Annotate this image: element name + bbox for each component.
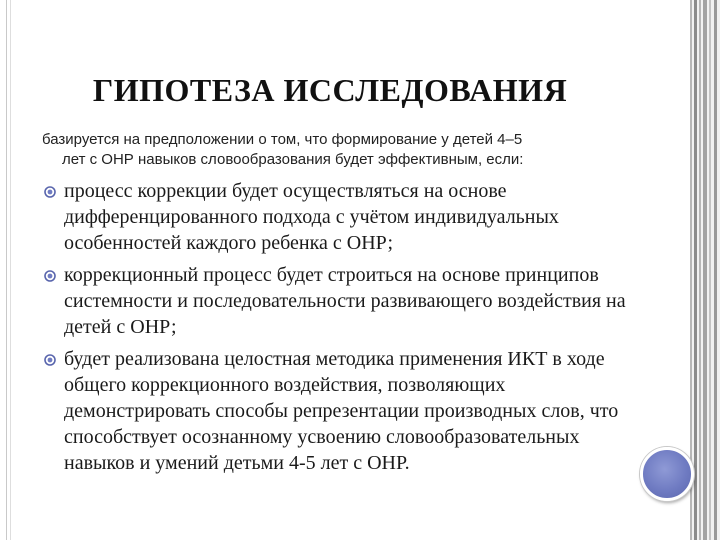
band-stripe bbox=[709, 0, 711, 540]
slide-title: ГИПОТЕЗА ИССЛЕДОВАНИЯ bbox=[92, 72, 568, 108]
circle-bullet-icon bbox=[44, 354, 56, 366]
band-stripe bbox=[690, 0, 692, 540]
bullet-item bbox=[42, 346, 642, 476]
intro-line-2: лет с ОНР навыков словообразования будет эффективным, если: bbox=[62, 151, 524, 168]
circle-bullet-icon bbox=[44, 186, 56, 198]
right-decorative-band bbox=[690, 0, 720, 540]
circle-bullet-icon bbox=[44, 270, 56, 282]
intro-text bbox=[42, 130, 632, 170]
bullet-item bbox=[42, 262, 642, 340]
band-stripe bbox=[694, 0, 697, 540]
decorative-circle bbox=[640, 447, 694, 501]
band-stripe bbox=[714, 0, 717, 540]
bullet-text: коррекционный процесс будет строиться на основе принципов системности и последовательности развивающего воздействия на детей с ОНР; bbox=[64, 264, 626, 338]
bullet-item bbox=[42, 178, 642, 256]
band-stripe bbox=[699, 0, 701, 540]
bullet-list bbox=[42, 178, 642, 482]
bullet-text: процесс коррекции будет осуществляться на основе дифференцированного подхода с учётом индивидуальных особенностей каждого ребенка с ОНР; bbox=[64, 180, 559, 254]
band-stripe bbox=[703, 0, 707, 540]
intro-line-1: базируется на предположении о том, что формирование у детей 4–5 bbox=[42, 131, 523, 148]
bullet-text: будет реализована целостная методика применения ИКТ в ходе общего коррекционного воздействия, позволяющих демонстрировать способы репрезентации производных слов, что способствует осознанному усвоению словообразовательных навыков и умений детьми 4-5 лет с ОНР. bbox=[64, 348, 619, 474]
